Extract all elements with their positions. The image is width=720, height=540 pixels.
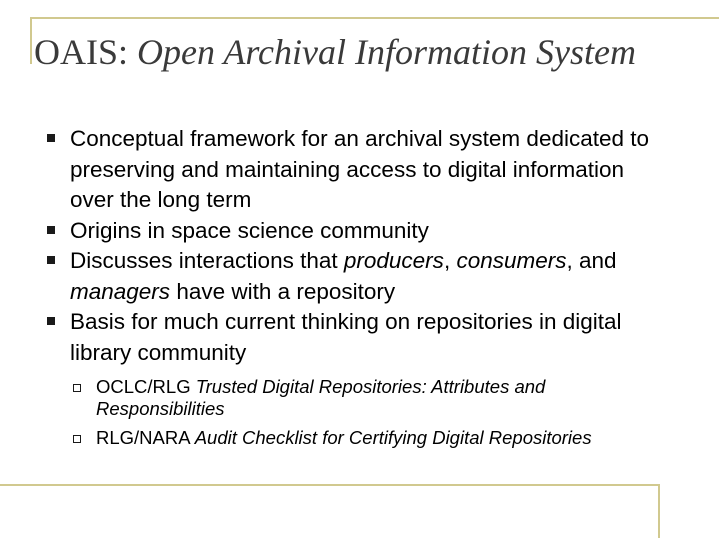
bullet-text: Basis for much current thinking on repositories in digital library community — [70, 309, 622, 365]
bullet-text-part: Discusses interactions that — [70, 248, 344, 273]
bullet-list — [0, 124, 720, 449]
bullet-text: Origins in space science community — [70, 217, 429, 243]
bullet-text-part: , — [443, 248, 457, 273]
emphasis-managers: managers — [70, 278, 171, 304]
hollow-square-bullet-icon — [73, 384, 81, 392]
sub-bullet-item — [70, 427, 636, 449]
emphasis-producers: producers — [343, 248, 444, 273]
slide-title — [34, 30, 636, 74]
sub-bullet-italic: Audit Checklist for Certifying Digital Repositories — [194, 427, 592, 448]
bottom-border-rule — [0, 484, 660, 486]
sub-bullet-plain: OCLC/RLG — [96, 376, 196, 397]
square-bullet-icon — [47, 134, 55, 142]
bullet-item — [0, 307, 670, 449]
square-bullet-icon — [47, 256, 55, 264]
square-bullet-icon — [47, 226, 55, 234]
top-left-vertical-rule — [30, 17, 32, 64]
bullet-item — [0, 124, 670, 216]
sub-bullet-item — [70, 376, 636, 419]
bullet-text-part: have with a repository — [170, 278, 396, 304]
title-italic: Open Archival Information System — [137, 32, 636, 72]
emphasis-consumers: consumers — [456, 248, 567, 273]
title-lead: OAIS: — [34, 32, 138, 72]
sub-bullet-plain: RLG/NARA — [96, 427, 195, 448]
bullet-item — [0, 246, 670, 307]
sub-bullet-italic: Trusted Digital Repositories: Attributes and Responsibilities — [96, 376, 546, 419]
hollow-square-bullet-icon — [73, 435, 81, 443]
bullet-text-part: , and — [566, 248, 617, 273]
top-border-rule — [30, 17, 719, 19]
bottom-right-vertical-rule — [658, 484, 660, 538]
sub-bullet-list — [70, 376, 670, 449]
square-bullet-icon — [47, 317, 55, 325]
bullet-text: Conceptual framework for an archival system dedicated to preserving and maintaining access to digital information over the long term — [70, 126, 650, 212]
bullet-item — [0, 216, 670, 247]
